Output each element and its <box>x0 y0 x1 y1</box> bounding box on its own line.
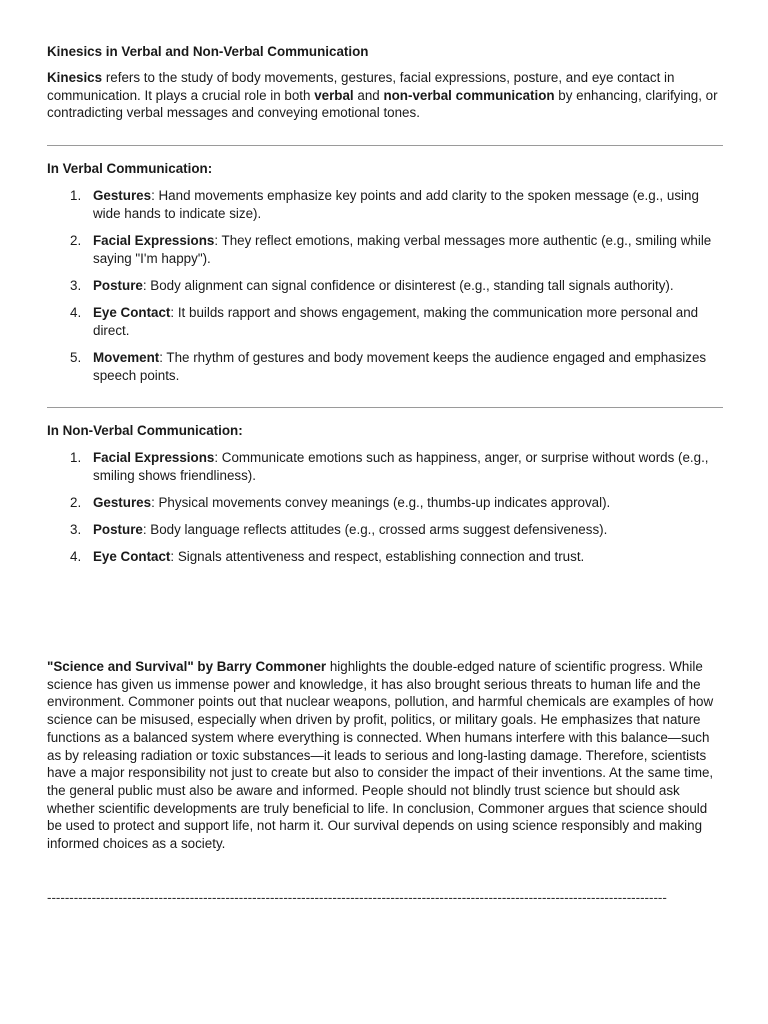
intro-paragraph <box>47 69 723 122</box>
dashed-divider: ------------------------------------------------------------------------------------------------------------------------------------------- <box>47 890 667 905</box>
essay-title: "Science and Survival" by Barry Commoner <box>47 659 327 674</box>
nonverbal-list-item: 4. Eye Contact: Signals attentiveness and respect, establishing connection and trust. <box>70 549 585 565</box>
item-term: Posture <box>93 277 143 293</box>
verbal-list-item: 1. Gestures: Hand movements emphasize key points and add clarity to the spoken message (e.g., using wide hands to indicate size). <box>70 188 699 221</box>
item-term: Movement <box>93 349 160 365</box>
intro-text-1: refers to the study of body movements, gestures, facial expressions, posture, and eye contact in communication. It plays a crucial role in both <box>47 70 675 103</box>
nonverbal-heading: In Non-Verbal Communication: <box>47 423 243 438</box>
essay-paragraph <box>47 658 723 853</box>
verbal-list <box>47 187 723 394</box>
section-divider-2 <box>47 407 723 408</box>
section-divider-1 <box>47 145 723 146</box>
page-title: Kinesics in Verbal and Non-Verbal Communication <box>47 44 369 59</box>
item-term: Gestures <box>93 188 152 203</box>
nonverbal-list <box>47 449 723 576</box>
nonverbal-list-item: 2. Gestures: Physical movements convey meanings (e.g., thumbs-up indicates approval). <box>70 494 611 510</box>
nonverbal-list-item: 3. Posture: Body language reflects attitudes (e.g., crossed arms suggest defensiveness). <box>70 522 608 538</box>
item-term: Facial Expressions <box>93 450 215 465</box>
intro-term: Kinesics <box>47 70 103 85</box>
verbal-heading: In Verbal Communication: <box>47 161 213 176</box>
item-term: Posture <box>93 522 143 538</box>
intro-bold-nonverbal: non-verbal communication <box>383 87 555 103</box>
verbal-list-item: 2. Facial Expressions: They reflect emotions, making verbal messages more authentic (e.g., smiling while saying "I'm happy"). <box>70 232 712 266</box>
item-term: Gestures <box>93 494 152 510</box>
intro-text-3: by enhancing, clarifying, or contradicting verbal messages and conveying emotional tones. <box>47 87 718 121</box>
verbal-list-item: 4. Eye Contact: It builds rapport and shows engagement, making the communication more personal and direct. <box>70 305 699 338</box>
item-term: Eye Contact <box>93 549 171 565</box>
item-term: Facial Expressions <box>93 232 215 248</box>
intro-text-2: and <box>353 87 384 103</box>
verbal-list-item: 3. Posture: Body alignment can signal confidence or disinterest (e.g., standing tall signals authority). <box>70 277 674 293</box>
item-term: Eye Contact <box>93 305 171 321</box>
nonverbal-list-item: 1. Facial Expressions: Communicate emotions such as happiness, anger, or surprise without words (e.g., smiling shows friendliness). <box>70 450 709 483</box>
verbal-list-item: 5. Movement: The rhythm of gestures and body movement keeps the audience engaged and emphasizes speech points. <box>70 349 707 383</box>
intro-bold-verbal: verbal <box>314 87 354 103</box>
essay-body: highlights the double-edged nature of scientific progress. While science has given us immense power and knowledge, it has also brought serious threats to human life and the environment. Commoner points out that nuclear weapons, pollution, and harmful chemicals are examples of how science can be misused, especially when driven by profit, politics, or military goals. He emphasizes that nature functions as a balanced system where everything is connected. When humans interfere with this balance—such as by releasing radiation or toxic substances—it leads to serious and long-lasting damage. Therefore, scientists have a major responsibility not just to create but also to consider the impact of their inventions. At the same time, the general public must also be aware and informed. People should not blindly trust science but should ask whether scientific developments are truly beneficial to life. In conclusion, Commoner argues that science should be used to protect and support life, not harm it. Our survival depends on using science responsibly and making informed choices as a society. <box>47 659 714 852</box>
